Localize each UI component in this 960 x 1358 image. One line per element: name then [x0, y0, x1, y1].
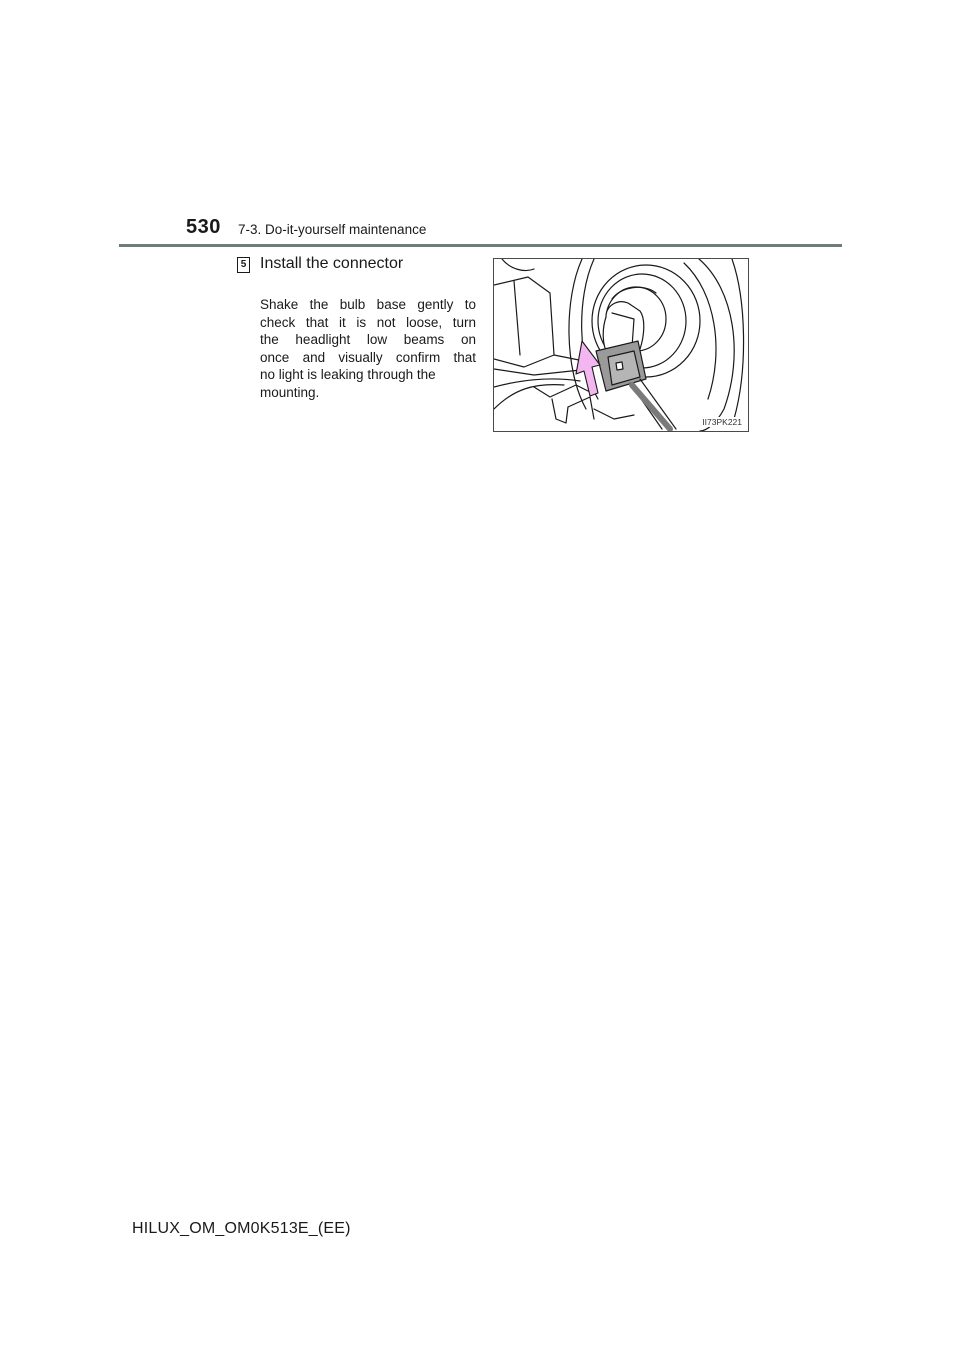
step-body-line: mounting. — [260, 384, 320, 400]
step-body-line: Shake the bulb base gently to — [260, 297, 476, 312]
footer-doc-code: HILUX_OM_OM0K513E_(EE) — [132, 1220, 351, 1237]
step-heading: Install the connector — [260, 255, 404, 272]
step-body-line: check that it is not loose, turn — [260, 314, 476, 330]
step-number-badge: 5 — [237, 257, 250, 273]
header-rule — [119, 244, 842, 247]
connector-drawing — [494, 259, 748, 431]
illustration-code: II73PK221 — [702, 417, 742, 427]
step-body — [260, 296, 476, 401]
headlight-connector-illustration — [493, 258, 749, 432]
step-body-line: no light is leaking through the — [260, 367, 436, 382]
step-body-line: the headlight low beams on — [260, 332, 476, 347]
page-number: 530 — [186, 216, 221, 238]
section-title: 7-3. Do-it-yourself maintenance — [238, 222, 427, 237]
step-body-line: once and visually confirm that — [260, 349, 476, 365]
